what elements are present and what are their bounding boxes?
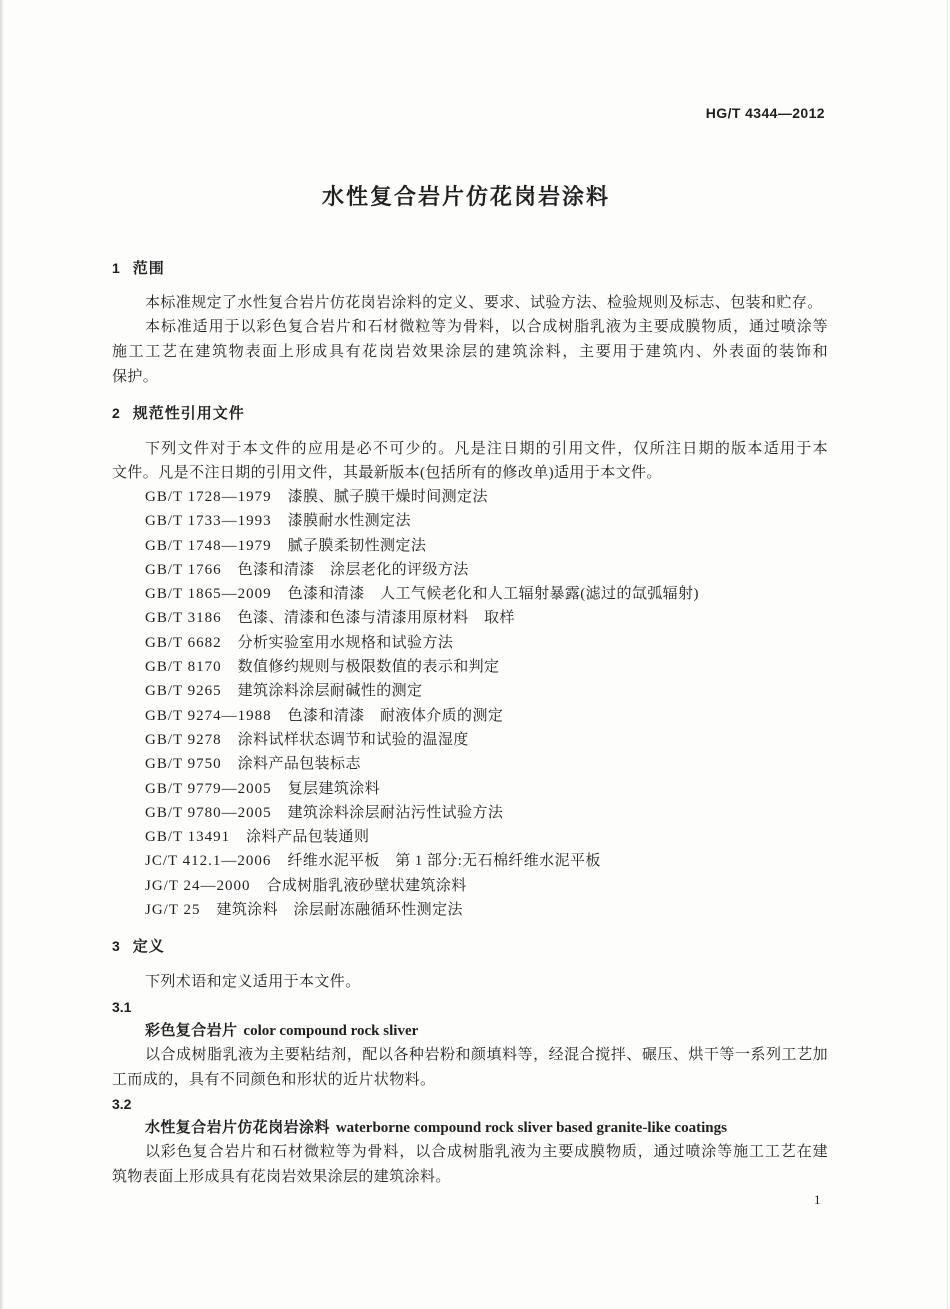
reference-code: GB/T 9780—2005 (145, 804, 272, 821)
reference-code: GB/T 1748—1979 (145, 537, 272, 554)
reference-item (145, 849, 835, 873)
paragraph-line: 本标准适用于以彩色复合岩片和石材微粒等为骨料，以合成树脂乳液为主要成膜物质，通过喷涂等 (145, 319, 828, 335)
reference-item (145, 582, 835, 606)
document-title: 水性复合岩片仿花岗岩涂料 (321, 184, 610, 209)
section-number: 2 (112, 405, 120, 421)
reference-item (145, 752, 835, 776)
paragraph-line: 本标准规定了水性复合岩片仿花岗岩涂料的定义、要求、试验方法、检验规则及标志、包装和贮存。 (145, 295, 823, 311)
section-number: 3 (112, 938, 120, 954)
reference-title: 色漆、清漆和色漆与清漆用原材料 取样 (237, 610, 515, 627)
reference-title: 建筑涂料 涂层耐冻融循环性测定法 (216, 902, 463, 919)
definition-line: 工而成的，具有不同颜色和形状的近片状物料。 (112, 1072, 436, 1088)
scan-edge-left (0, 0, 4, 1309)
reference-item (145, 728, 835, 752)
reference-item (145, 898, 835, 922)
reference-code: GB/T 1766 (145, 561, 222, 578)
reference-item (145, 874, 835, 898)
reference-title: 涂料产品包装标志 (237, 756, 361, 773)
reference-title: 色漆和清漆 耐液体介质的测定 (287, 707, 504, 724)
section-title: 定义 (132, 938, 165, 955)
page-number: 1 (814, 1192, 821, 1207)
reference-code: GB/T 9750 (145, 756, 222, 773)
section-title: 规范性引用文件 (132, 405, 245, 422)
paragraph-line: 文件。凡是不注日期的引用文件，其最新版本(包括所有的修改单)适用于本文件。 (112, 465, 662, 481)
term-entry (145, 1118, 727, 1138)
reference-item (145, 704, 835, 728)
reference-list (145, 485, 835, 922)
reference-code: JG/T 24—2000 (145, 877, 251, 894)
reference-code: JC/T 412.1—2006 (145, 853, 272, 870)
clause-number: 3.1 (112, 999, 132, 1015)
reference-title: 建筑涂料涂层耐沾污性试验方法 (287, 804, 504, 821)
reference-title: 复层建筑涂料 (287, 780, 381, 797)
document-number: HG/T 4344—2012 (705, 105, 825, 121)
reference-code: GB/T 1865—2009 (145, 586, 272, 603)
reference-title: 涂料产品包装通则 (246, 829, 370, 846)
paragraph-line: 下列术语和定义适用于本文件。 (145, 974, 361, 990)
reference-code: JG/T 25 (145, 902, 201, 919)
reference-item (145, 679, 835, 703)
section-heading-definitions (112, 936, 165, 956)
reference-code: GB/T 9265 (145, 683, 222, 700)
reference-item (145, 534, 835, 558)
reference-code: GB/T 3186 (145, 610, 222, 627)
reference-title: 色漆和清漆 人工气候老化和人工辐射暴露(滤过的氙弧辐射) (287, 586, 699, 603)
reference-title: 合成树脂乳液砂壁状建筑涂料 (266, 877, 467, 894)
reference-item (145, 777, 835, 801)
reference-item (145, 558, 835, 582)
section-title: 范围 (132, 260, 165, 277)
reference-title: 漆膜耐水性测定法 (287, 513, 411, 530)
term-english: color compound rock sliver (243, 1023, 419, 1039)
reference-item (145, 801, 835, 825)
reference-title: 纤维水泥平板 第 1 部分:无石棉纤维水泥平板 (287, 853, 601, 870)
reference-title: 漆膜、腻子膜干燥时间测定法 (287, 489, 488, 505)
reference-code: GB/T 8170 (145, 659, 222, 676)
term-english: waterborne compound rock sliver based granite-like coatings (335, 1120, 727, 1136)
reference-item (145, 655, 835, 679)
reference-code: GB/T 9278 (145, 731, 222, 748)
paragraph-line: 施工工艺在建筑物表面上形成具有花岗岩效果涂层的建筑涂料，主要用于建筑内、外表面的装饰和 (112, 344, 828, 360)
term-entry (145, 1021, 418, 1041)
section-heading-references (112, 403, 245, 423)
reference-title: 腻子膜柔韧性测定法 (287, 537, 427, 554)
reference-code: GB/T 9274—1988 (145, 707, 272, 724)
paragraph-line: 下列文件对于本文件的应用是必不可少的。凡是注日期的引用文件，仅所注日期的版本适用于本 (145, 441, 828, 457)
term-chinese: 彩色复合岩片 (145, 1022, 238, 1039)
term-chinese: 水性复合岩片仿花岗岩涂料 (145, 1119, 330, 1136)
paragraph-line: 保护。 (112, 369, 159, 385)
reference-code: GB/T 6682 (145, 634, 222, 651)
reference-title: 涂料试样状态调节和试验的温湿度 (237, 731, 469, 748)
reference-item (145, 825, 835, 849)
scan-edge-right (947, 0, 948, 1309)
reference-item (145, 606, 835, 630)
clause-number: 3.2 (112, 1096, 132, 1112)
reference-title: 色漆和清漆 涂层老化的评级方法 (237, 561, 469, 578)
reference-item (145, 485, 835, 509)
section-heading-scope (112, 258, 165, 278)
reference-code: GB/T 9779—2005 (145, 780, 272, 797)
reference-title: 分析实验室用水规格和试验方法 (237, 634, 454, 651)
reference-item (145, 509, 835, 533)
definition-line: 以合成树脂乳液为主要粘结剂，配以各种岩粉和颜填料等，经混合搅拌、碾压、烘干等一系列工艺加 (145, 1047, 828, 1063)
section-number: 1 (112, 260, 120, 276)
reference-title: 数值修约规则与极限数值的表示和判定 (237, 659, 500, 676)
reference-item (145, 631, 835, 655)
reference-code: GB/T 1728—1979 (145, 489, 272, 505)
definition-line: 以彩色复合岩片和石材微粒等为骨料，以合成树脂乳液为主要成膜物质，通过喷涂等施工工艺在建 (145, 1144, 828, 1160)
reference-title: 建筑涂料涂层耐碱性的测定 (237, 683, 423, 700)
reference-code: GB/T 13491 (145, 829, 231, 846)
definition-line: 筑物表面上形成具有花岗岩效果涂层的建筑涂料。 (112, 1169, 451, 1185)
reference-code: GB/T 1733—1993 (145, 513, 272, 530)
